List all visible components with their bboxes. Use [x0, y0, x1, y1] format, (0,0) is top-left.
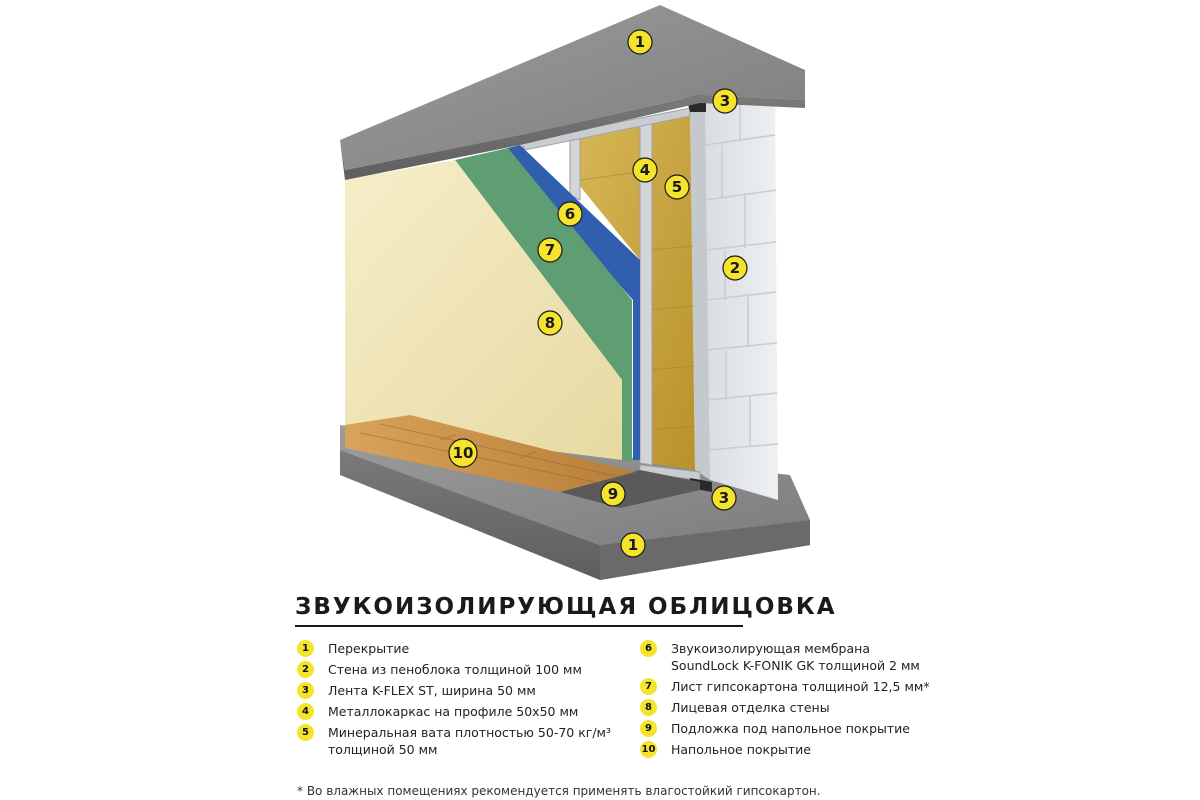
legend-number-badge: 5 [297, 724, 314, 741]
legend-label: Перекрытие [328, 641, 410, 656]
callout-number: 5 [671, 178, 683, 196]
legend-number-badge: 10 [640, 741, 657, 758]
title-underline [295, 625, 743, 627]
legend-label: Металлокаркас на профиле 50x50 мм [328, 704, 579, 719]
callout-number: 1 [627, 536, 639, 554]
legend-label: Подложка под напольное покрытие [671, 721, 910, 736]
legend-number-badge: 2 [297, 661, 314, 678]
legend-label: Звукоизолирующая мембрана [671, 641, 870, 656]
callout-number: 1 [634, 33, 646, 51]
legend-number-badge: 6 [640, 640, 657, 657]
legend-number-badge: 3 [297, 682, 314, 699]
foam-block-wall [690, 85, 778, 500]
footnote: * Во влажных помещениях рекомендуется применять влагостойкий гипсокартон. [297, 784, 821, 798]
legend-item-2 [297, 661, 582, 678]
callout-number: 6 [564, 205, 576, 223]
legend-number-badge: 7 [640, 678, 657, 695]
legend-item-6 [640, 640, 920, 674]
callout-number: 4 [639, 161, 651, 179]
legend-label: Напольное покрытие [671, 742, 811, 757]
legend-item-8 [640, 699, 830, 716]
legend-item-3 [297, 682, 536, 699]
page-title: ЗВУКОИЗОЛИРУЮЩАЯ ОБЛИЦОВКА [295, 594, 837, 620]
legend-label: Лента K-FLEX ST, ширина 50 мм [328, 683, 536, 698]
legend-label-line2: толщиной 50 мм [328, 742, 438, 757]
legend-item-7 [640, 678, 930, 695]
callout-number: 9 [607, 485, 619, 503]
callout-number: 3 [719, 92, 731, 110]
callout-number: 7 [544, 241, 556, 259]
legend-number-badge: 8 [640, 699, 657, 716]
callout-number: 10 [452, 444, 474, 462]
legend-item-1 [297, 640, 409, 657]
legend-label: Лицевая отделка стены [671, 700, 830, 715]
callout-number: 2 [729, 259, 741, 277]
legend-number-badge: 9 [640, 720, 657, 737]
legend-label-line2: SoundLock K-FONIK GK толщиной 2 мм [671, 658, 920, 673]
legend-number-badge: 1 [297, 640, 314, 657]
callout-number: 8 [544, 314, 556, 332]
legend-item-4 [297, 703, 578, 720]
legend-item-5 [297, 724, 611, 758]
legend-item-10 [640, 741, 811, 758]
legend-label: Лист гипсокартона толщиной 12,5 мм* [671, 679, 930, 694]
legend-number-badge: 4 [297, 703, 314, 720]
callout-number: 3 [718, 489, 730, 507]
legend-item-9 [640, 720, 910, 737]
legend-label: Минеральная вата плотностью 50-70 кг/м³ [328, 725, 611, 740]
legend-label: Стена из пеноблока толщиной 100 мм [328, 662, 582, 677]
